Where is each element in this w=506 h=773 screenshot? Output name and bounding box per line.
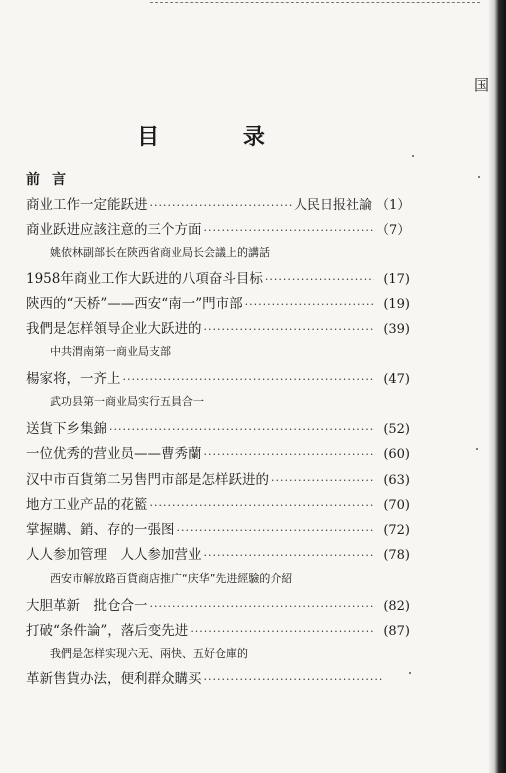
toc-title: 陝西的“天桥”——西安“南一”門市部 <box>26 296 243 312</box>
toc-entry <box>26 493 410 513</box>
leader-dots <box>204 448 375 461</box>
leader-dots <box>190 625 374 638</box>
toc-page: (82) <box>383 599 410 614</box>
toc-entry <box>26 468 410 488</box>
toc-subtitle: 武功县第一商业局实行五員合一 <box>50 395 204 408</box>
toc-title: 打破“条件論”，落后变先进 <box>26 623 189 639</box>
toc-page: （1） <box>376 198 411 213</box>
toc-page: (63) <box>383 473 410 488</box>
toc-page: （7） <box>376 223 411 238</box>
toc-title: 楊家将，一齐上 <box>26 371 121 387</box>
binding-shadow <box>488 0 506 773</box>
toc-entry <box>26 193 410 213</box>
leader-dots <box>150 499 375 512</box>
leader-dots <box>245 298 374 311</box>
foreword-heading: 前言 <box>26 172 78 188</box>
toc-title: 革新售貨办法，便利群众購买 <box>26 671 202 687</box>
leader-dots <box>204 673 385 686</box>
toc-title: 地方工业产品的花籃 <box>26 497 148 513</box>
toc-entry <box>26 619 410 639</box>
toc-page: (60) <box>383 447 410 462</box>
toc-page: (39) <box>383 322 410 337</box>
page-title: 目 录 <box>137 125 303 150</box>
toc-title: 送貨下乡集錦 <box>26 421 107 437</box>
toc-author: 人民日报社論 <box>293 198 372 213</box>
toc-subtitle: 姚依林副部长在陝西省商业局长会議上的講話 <box>50 246 270 259</box>
toc-title: 掌握購、銷、存的一張图 <box>26 522 175 538</box>
toc-title: 汉中市百貨第二另售門市部是怎样跃进的 <box>26 472 269 488</box>
toc-title: 1958年商业工作大跃进的八項奋斗目标 <box>26 271 263 287</box>
toc-page: (72) <box>383 523 410 538</box>
toc-entry <box>26 667 386 687</box>
toc-entry <box>26 543 410 563</box>
leader-dots <box>204 323 375 336</box>
toc-entry <box>26 292 410 312</box>
print-speck <box>476 448 478 450</box>
print-speck <box>409 672 411 674</box>
print-speck <box>412 155 414 157</box>
toc-entry <box>26 218 410 238</box>
toc-title: 大胆革新 批仓合一 <box>26 598 148 614</box>
toc-subtitle: 中共渭南第一商业局支部 <box>50 345 171 358</box>
toc-entry <box>26 518 410 538</box>
leader-dots <box>150 600 375 613</box>
toc-page: (70) <box>383 498 410 513</box>
toc-page: (78) <box>383 548 410 563</box>
top-rule <box>150 2 480 3</box>
toc-title: 我們是怎样領导企业大跃进的 <box>26 321 202 337</box>
toc-page: (87) <box>383 624 410 639</box>
toc-entry <box>26 367 410 387</box>
print-speck <box>478 176 480 178</box>
toc-page: (52) <box>383 422 410 437</box>
adjacent-page-char: 国 <box>474 76 490 94</box>
toc-title: 商业工作一定能跃进 <box>26 197 148 213</box>
toc-entry <box>26 442 410 462</box>
toc-title: 人人参加管理 人人参加营业 <box>26 547 202 563</box>
leader-dots <box>177 524 375 537</box>
toc-entry <box>26 417 410 437</box>
leader-dots <box>265 273 374 286</box>
toc-page: (17) <box>383 272 410 287</box>
leader-dots <box>271 474 374 487</box>
leader-dots <box>109 423 374 436</box>
toc-subtitle: 我們是怎样实现六无、兩快、五好仓庫的 <box>50 647 248 660</box>
toc-subtitle: 西安市解放路百貨商店推广“庆华”先进經驗的介紹 <box>50 572 293 585</box>
leader-dots <box>123 373 375 386</box>
leader-dots <box>204 549 375 562</box>
toc-entry <box>26 594 410 614</box>
toc-page: (47) <box>383 372 410 387</box>
toc-page: (19) <box>383 297 410 312</box>
toc-title: 商业跃进应該注意的三个方面 <box>26 222 202 238</box>
leader-dots <box>204 224 375 237</box>
toc-entry <box>26 317 410 337</box>
toc-entry <box>26 267 410 287</box>
leader-dots <box>150 199 292 212</box>
toc-title: 一位优秀的营业员——曹秀蘭 <box>26 446 202 462</box>
